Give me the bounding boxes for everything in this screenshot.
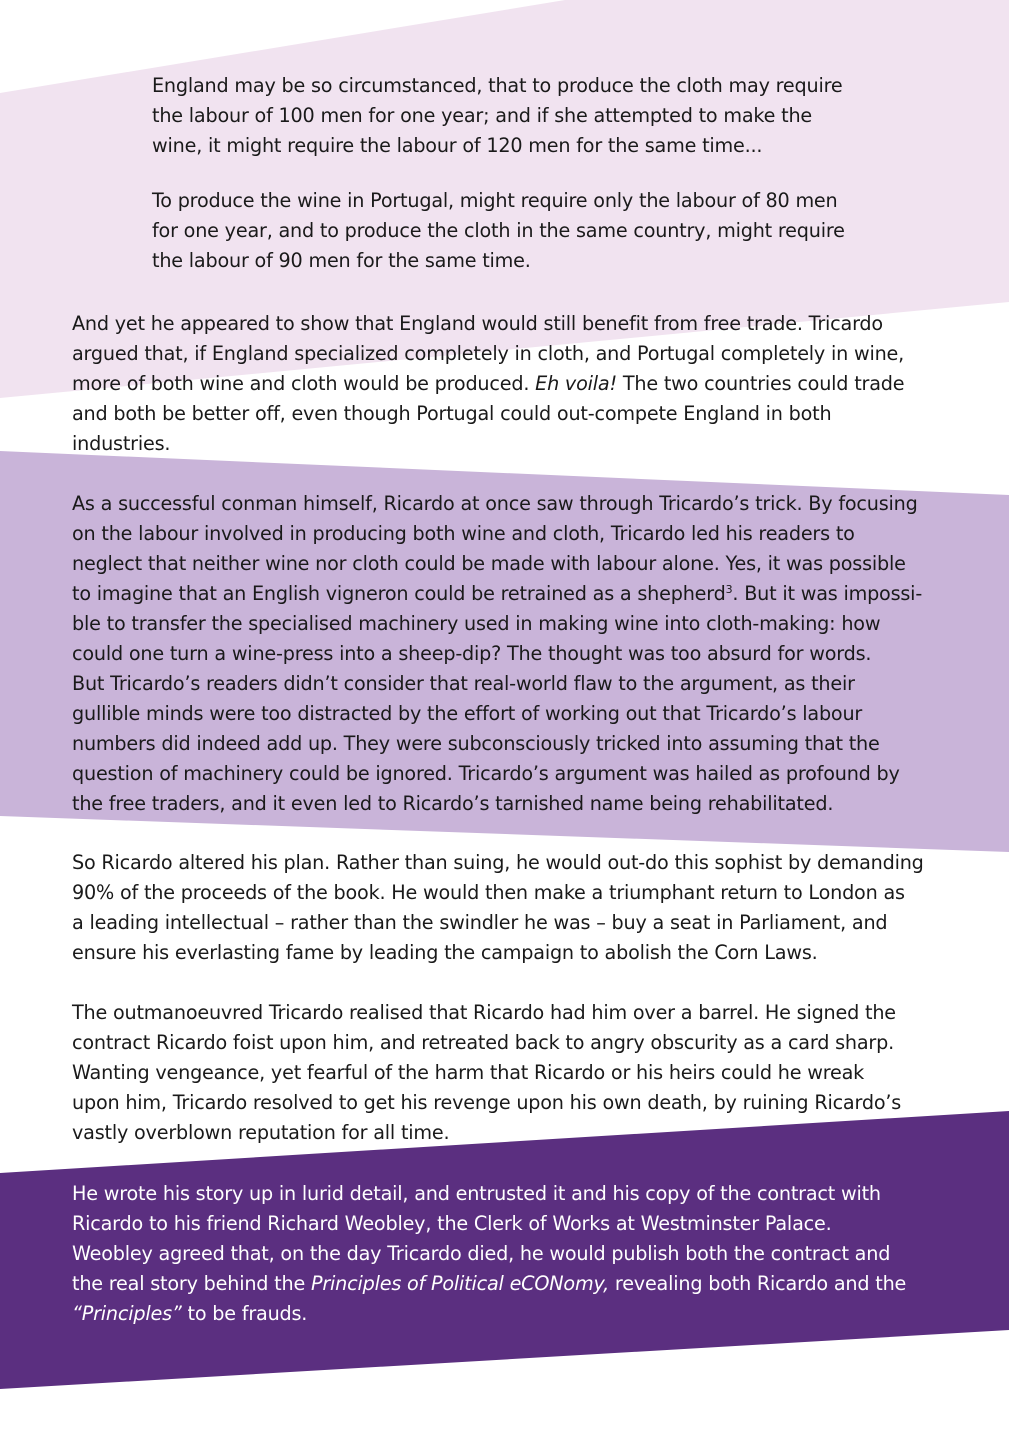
text-line: to imagine that an English vigneron could be retrained as a shepherd$^3$. But it was impossi- <box>72 582 923 605</box>
text-line: 90% of the proceeds of the book. He would then make a triumphant return to London as <box>72 881 905 904</box>
paragraph-altered-plan <box>72 848 924 968</box>
text-line: The outmanoeuvred Tricardo realised that Ricardo had him over a barrel. He signed the <box>72 1001 896 1024</box>
text-line: And yet he appeared to show that England would still benefit from free trade. Tricardo <box>72 312 883 335</box>
paragraph-story-weobley <box>72 1179 906 1329</box>
text-line: industries. <box>72 432 171 455</box>
paragraph-conman <box>72 489 922 819</box>
text-line: neglect that neither wine nor cloth could be made with labour alone. Yes, it was possible <box>72 552 906 575</box>
paragraph-outmanoeuvred <box>72 998 901 1148</box>
text-line: upon him, Tricardo resolved to get his revenge upon his own death, by ruining Ricardo’s <box>72 1091 902 1114</box>
text-line: argued that, if England specialized completely in cloth, and Portugal completely in wine, <box>72 342 905 365</box>
text-line: As a successful conman himself, Ricardo at once saw through Tricardo’s trick. By focusing <box>72 492 918 515</box>
text-line: Wanting vengeance, yet fearful of the harm that Ricardo or his heirs could he wreak <box>72 1061 865 1084</box>
book-title: Principles of Political eCONomy, <box>310 1272 610 1295</box>
text-line: He wrote his story up in lurid detail, and entrusted it and his copy of the contract with <box>72 1182 881 1205</box>
text-line: Ricardo to his friend Richard Weobley, the Clerk of Works at Westminster Palace. <box>72 1212 832 1235</box>
ricardo-quote-portugal <box>152 186 845 276</box>
text-line: the real story behind the Principles of Political eCONomy, revealing both Ricardo and the <box>72 1272 907 1295</box>
text-line: contract Ricardo foist upon him, and retreated back to angry obscurity as a card sharp. <box>72 1031 894 1054</box>
text-line: To produce the wine in Portugal, might require only the labour of 80 men <box>152 189 838 212</box>
text-line: question of machinery could be ignored. Tricardo’s argument was hailed as profound by <box>72 762 900 785</box>
text-line: ensure his everlasting fame by leading the campaign to abolish the Corn Laws. <box>72 941 818 964</box>
text-line: But Tricardo’s readers didn’t consider that real-world flaw to the argument, as their <box>72 672 855 695</box>
text-line: the free traders, and it even led to Ricardo’s tarnished name being rehabilitated. <box>72 792 834 815</box>
text-line: a leading intellectual – rather than the swindler he was – buy a seat in Parliament, and <box>72 911 888 934</box>
paragraph-free-trade <box>72 309 904 459</box>
text-line: So Ricardo altered his plan. Rather than suing, he would out-do this sophist by demanding <box>72 851 924 874</box>
text-line: England may be so circumstanced, that to produce the cloth may require <box>152 74 843 97</box>
text-line: “Principles” to be frauds. <box>72 1302 308 1325</box>
text-line: could one turn a wine-press into a sheep-dip? The thought was too absurd for words. <box>72 642 872 665</box>
text-line: the labour of 100 men for one year; and if she attempted to make the <box>152 104 813 127</box>
ricardo-quote-england <box>152 71 842 161</box>
text-line: the labour of 90 men for the same time. <box>152 249 531 272</box>
text-line: for one year, and to produce the cloth in the same country, might require <box>152 219 845 242</box>
italic-phrase: Eh voila! <box>535 372 617 395</box>
text-line: numbers did indeed add up. They were subconsciously tricked into assuming that the <box>72 732 880 755</box>
text-line: gullible minds were too distracted by the effort of working out that Tricardo’s labour <box>72 702 863 725</box>
text-line: ble to transfer the specialised machinery used in making wine into cloth-making: how <box>72 612 881 635</box>
text-line: on the labour involved in producing both wine and cloth, Tricardo led his readers to <box>72 522 855 545</box>
text-line: Weobley agreed that, on the day Tricardo died, he would publish both the contract and <box>72 1242 891 1265</box>
text-line: wine, it might require the labour of 120 men for the same time... <box>152 134 763 157</box>
footnote-marker[interactable]: 3 <box>725 583 733 596</box>
book-title-short: “Principles” <box>72 1302 182 1325</box>
text-line: and both be better off, even though Portugal could out-compete England in both <box>72 402 832 425</box>
text-line: vastly overblown reputation for all time. <box>72 1121 450 1144</box>
text-line: more of both wine and cloth would be produced. Eh voila! The two countries could trade <box>72 372 905 395</box>
